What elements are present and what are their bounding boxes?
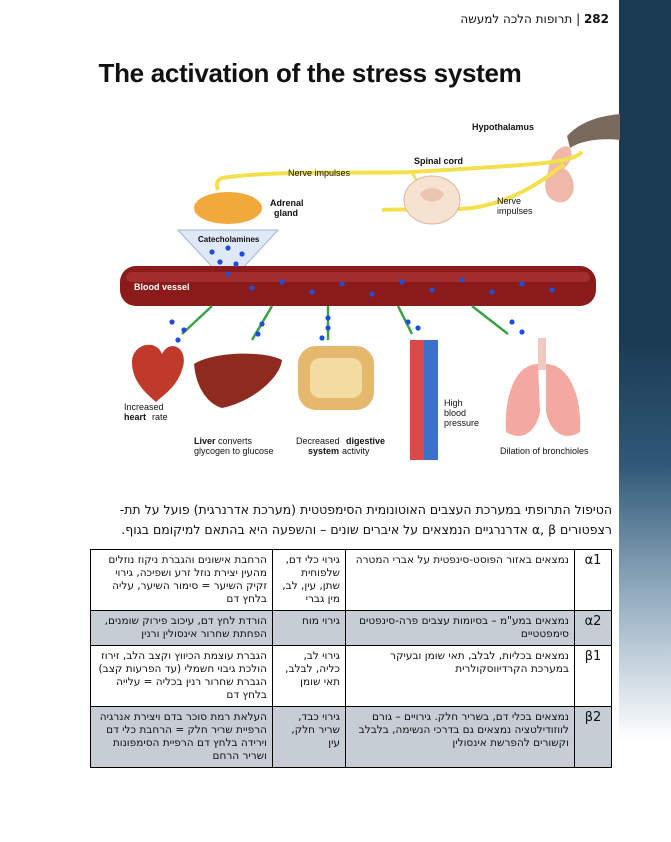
label-bp-a: High — [444, 398, 463, 408]
catecholamine-dot — [217, 259, 222, 264]
label-liver-c: glycogen to glucose — [194, 446, 274, 456]
label-nerve-impulses-1: Nerve impulses — [288, 168, 351, 178]
catecholamine-dot — [249, 285, 254, 290]
catecholamine-dot — [489, 289, 494, 294]
receptor-label: α1 — [575, 550, 612, 611]
label-spinal-cord: Spinal cord — [414, 156, 464, 166]
catecholamine-dot — [259, 321, 264, 326]
catecholamine-dot — [399, 279, 404, 284]
artery-tube — [410, 340, 424, 460]
catecholamine-dot — [509, 319, 514, 324]
receptor-location: נמצאים במע"מ – בסיומות עצבים פרה-סינפטים סימפטטיים — [346, 611, 575, 646]
receptor-effect: הורדת לחץ דם, עיכוב פירוק שומנים, הפחתת שחרור אינסולין ורנין — [91, 611, 273, 646]
catecholamine-dot — [369, 291, 374, 296]
label-bp-c: pressure — [444, 418, 480, 428]
catecholamine-dot — [309, 289, 314, 294]
label-nerve-impulses-2a: Nerve — [497, 196, 522, 206]
receptor-effect: העלאת רמת סוכר בדם ויצירת אנרגיה הרפיית שריר חלק = הרחבת כלי דם וירידה בלחץ דם הרפיית הסימפונות ושריר הרחם — [91, 707, 273, 768]
receptor-location: נמצאים בכלי דם, בשריר חלק. גירויים – גורם לווזודילטציה נמצאים גם בדרכי הנשימה, בלבלב וקשורים להפרשת אינסולין — [346, 707, 575, 768]
spinal-cord-shape — [404, 176, 460, 224]
stress-system-figure — [112, 112, 620, 468]
catecholamine-dot — [225, 245, 230, 250]
receptor-location: נמצאים בכליות, לבלב, תאי שומן ובעיקר במערכת הקרדיווסקולרית — [346, 646, 575, 707]
catecholamine-dot — [239, 251, 244, 256]
label-heart-b: heart — [124, 412, 147, 422]
intro-paragraph — [82, 500, 612, 540]
catecholamine-dot — [325, 315, 330, 320]
receptor-effect: הגברת עוצמת הכיווץ וקצב הלב, זירוז הולכת גיבוי חשמלי (עד הפרעות קצב) הגברת שחרור רנין בכליה = עלייה בלחץ דם — [91, 646, 273, 707]
receptor-effect: הרחבת אישונים והגברת ניקוז נוזלים מהעין יצירת נוזל זרע ושפיכה, גירוי זקיק השיער = סימור השיער, עליה בלחץ דם — [91, 550, 273, 611]
nerve-line-to-adrenal — [217, 152, 582, 190]
header-separator: | — [572, 12, 581, 26]
paragraph-line-2: רצפטורים α, β אדרנרגיים הנמצאים על איברים שונים – והשפעה היא בהתאם למיקומם בגוף. — [121, 522, 612, 537]
label-digest-c: system — [308, 446, 340, 456]
table-row — [91, 646, 612, 707]
hypothalamus-shape — [567, 114, 620, 148]
catecholamine-dot — [549, 287, 554, 292]
catecholamine-dot — [209, 249, 214, 254]
label-digest-b: digestive — [346, 436, 386, 446]
receptor-organs: גירוי כלי דם, שלפוחית שתן, עין, לב, מין גברי — [273, 550, 346, 611]
catecholamine-dot — [255, 331, 260, 336]
page-number: 282 — [583, 12, 609, 26]
receptor-label: α2 — [575, 611, 612, 646]
label-heart-c: rate — [152, 412, 168, 422]
label-adrenal-b: gland — [274, 208, 298, 218]
label-digest-d: activity — [342, 446, 370, 456]
catecholamine-dot — [415, 325, 420, 330]
receptor-label: β1 — [575, 646, 612, 707]
catecholamine-dot — [233, 261, 238, 266]
receptor-table — [90, 549, 612, 768]
lungs-shape — [506, 338, 580, 436]
paragraph-line-1: הטיפול התרופתי במערכת העצבים האוטונומית הסימפטטית (מערכת אדרנרגית) פועל על תת- — [119, 502, 612, 517]
catecholamine-dot — [181, 327, 186, 332]
effect-arrows — [182, 306, 508, 340]
label-nerve-impulses-2b: impulses — [497, 206, 533, 216]
page-title: The activation of the stress system — [98, 58, 522, 88]
table-row — [91, 707, 612, 768]
catecholamine-dot — [319, 335, 324, 340]
catecholamine-dot — [405, 319, 410, 324]
receptor-organs: גירוי כבד, שריר חלק, עין — [273, 707, 346, 768]
catecholamine-dot — [175, 337, 180, 342]
receptor-location: נמצאים באזור הפוסט-סינפטית על אברי המטרה — [346, 550, 575, 611]
vein-tube — [424, 340, 438, 460]
catecholamine-dot — [279, 279, 284, 284]
catecholamine-dot — [459, 277, 464, 282]
label-liver-a: Liver — [194, 436, 216, 446]
page-header — [460, 12, 609, 26]
heart-shape — [132, 345, 184, 402]
receptor-organs: גירוי לב, כליה, לבלב, תאי שומן — [273, 646, 346, 707]
liver-shape — [194, 354, 282, 408]
catecholamine-dot — [225, 271, 230, 276]
label-liver-b: converts — [218, 436, 253, 446]
label-digest-a: Decreased — [296, 436, 340, 446]
label-blood-vessel: Blood vessel — [134, 282, 190, 292]
label-catecholamines: Catecholamines — [198, 235, 260, 244]
receptor-label: β2 — [575, 707, 612, 768]
page-side-band — [619, 0, 671, 842]
table-row — [91, 611, 612, 646]
catecholamine-dot — [325, 325, 330, 330]
label-heart-a: Increased — [124, 402, 164, 412]
catecholamine-dot — [429, 287, 434, 292]
catecholamine-dot — [519, 281, 524, 286]
label-adrenal-a: Adrenal — [270, 198, 304, 208]
table-row — [91, 550, 612, 611]
adrenal-gland-shape — [194, 192, 262, 224]
catecholamine-dot — [169, 319, 174, 324]
label-bp-b: blood — [444, 408, 467, 418]
book-title: תרופות הלכה למעשה — [460, 12, 573, 26]
label-hypothalamus: Hypothalamus — [472, 122, 535, 132]
label-lungs: Dilation of bronchioles — [500, 446, 589, 456]
receptor-organs: גירוי מוח — [273, 611, 346, 646]
catecholamine-dot — [339, 281, 344, 286]
catecholamine-dot — [519, 329, 524, 334]
